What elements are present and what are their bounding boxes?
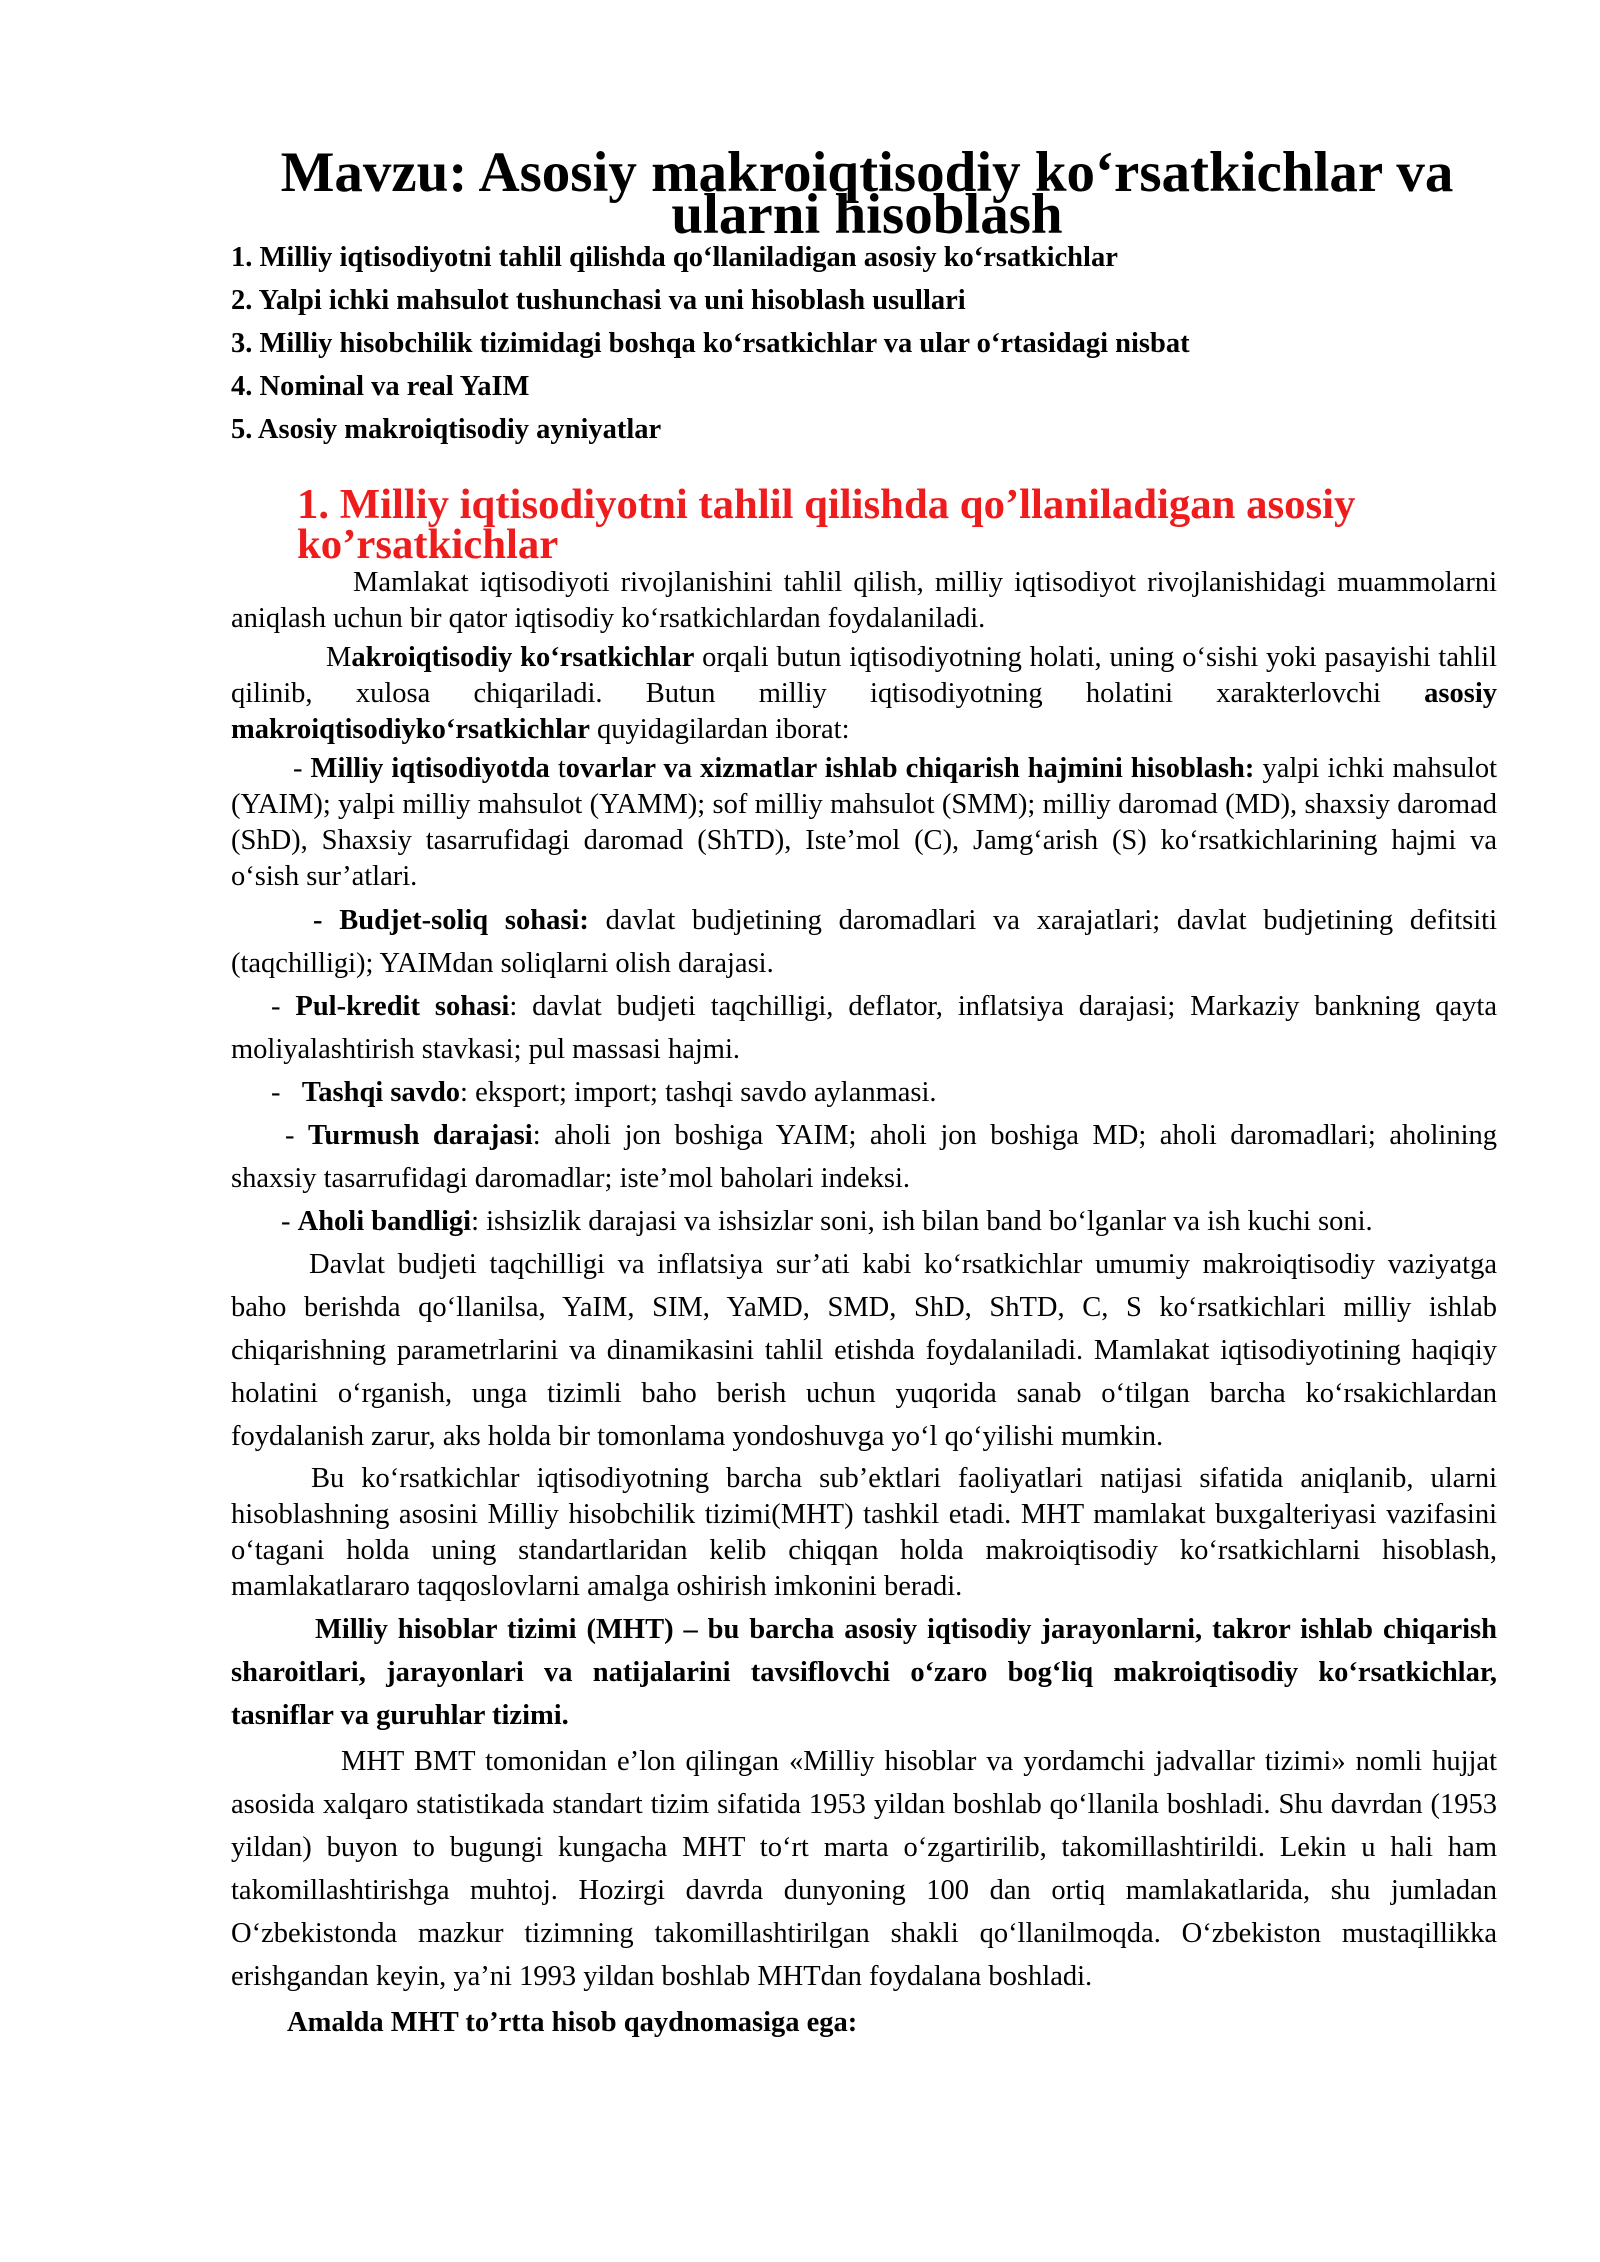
bold-term: Milliy iqtisodiyotda <box>310 753 550 784</box>
bold-term: Tashqi savdo <box>301 1077 461 1108</box>
bold-term: Turmush darajasi <box>308 1120 533 1151</box>
bold-term: ovarlar va xizmatlar ishlab chiqarish hajmini hisoblash: <box>565 753 1255 784</box>
text-run: orqali butun iqtisodiyotning holati, uning o‘sishi yoki pasayishi tahlil qilinib, xulosa chiqariladi. Butun milliy iqtisodiyotning holatini xarakterlovchi <box>231 642 1498 709</box>
outline-item: 4. Nominal va real YaIM <box>231 371 530 402</box>
paragraph-indicator-usage: Davlat budjeti taqchilligi va inflatsiya sur’ati kabi ko‘rsatkichlar umumiy makroiqtisodiy vaziyatga baho berishda qo‘llanilsa, YaIM, SIM, YaMD, SMD, ShD, ShTD, C, S ko‘rsatkichlari milliy ishlab chiqarishning parametrlarini va dinamikasini tahlil etishda foydalaniladi. Mamlakat iqtisodiyotining haqiqiy holatini o‘rganish, unga tizimli baho berish uchun yuqorida sanab o‘tilgan barcha ko‘rsakichlardan foydalanish zarur, aks holda bir tomonlama yondoshuvga yo‘l qo‘yilishi mumkin. <box>231 1249 1497 1452</box>
outline-item: 2. Yalpi ichki mahsulot tushunchasi va uni hisoblash usullari <box>231 285 966 316</box>
paragraph-mht-definition: Milliy hisoblar tizimi (MHT) – bu barcha asosiy iqtisodiy jarayonlarni, takror ishlab chiqarish sharoitlari, jarayonlari va natijalarini tavsiflovchi o‘zaro bog‘liq makroiqtisodiy ko‘rsatkichlar, tasniflar va guruhlar tizimi. <box>231 1614 1497 1731</box>
document-page <box>231 141 1498 2044</box>
paragraph-intro: Mamlakat iqtisodiyoti rivojlanishini tahlil qilish, milliy iqtisodiyot rivojlanishidagi muammolarni aniqlash uchun bir qator iqtisodiy ko‘rsatkichlardan foydalaniladi. <box>231 567 1497 634</box>
text-run: M <box>326 642 352 673</box>
text-run: : eksport; import; tashqi savdo aylanmasi. <box>460 1077 937 1108</box>
bullet-dash: - <box>281 1206 298 1237</box>
bold-term: Aholi bandligi <box>297 1206 472 1237</box>
bullet-dash: - <box>313 905 340 936</box>
bullet-dash: - <box>271 1077 302 1108</box>
bold-term: Budjet-soliq sohasi: <box>339 905 589 936</box>
bullet-dash: - <box>285 1120 308 1151</box>
outline-item: 3. Milliy hisobchilik tizimidagi boshqa ko‘rsatkichlar va ular o‘rtasidagi nisbat <box>231 328 1190 359</box>
paragraph-mht-history: MHT BMT tomonidan e’lon qilingan «Milliy hisoblar va yordamchi jadvallar tizimi» nomli hujjat asosida xalqaro statistikada standart tizim sifatida 1953 yildan boshlab qo‘llanila boshladi. Shu davrdan (1953 yildan) buyon to bugungi kungacha MHT to‘rt marta o‘zgartirilib, takomillashtirildi. Lekin u hali ham takomillashtirishga muhtoj. Hozirgi davrda dunyoning 100 dan ortiq mamlakatlarida, shu jumladan O‘zbekistonda mazkur tizimning takomillashtirilgan shakli qo‘llanilmoqda. O‘zbekiston mustaqillikka erishgandan keyin, ya’ni 1993 yildan boshlab MHTdan foydalana boshladi. <box>231 1746 1497 1992</box>
topic-outline <box>231 236 1497 451</box>
bullet-dash: - <box>271 991 296 1022</box>
bullet-dash: - <box>293 753 311 784</box>
outline-item: 5. Asosiy makroiqtisodiy ayniyatlar <box>231 414 662 445</box>
bold-term: asosiy makroiqtisodiyko‘rsatkichlar <box>231 678 1497 745</box>
bullet-living-standard <box>231 1114 1497 1200</box>
outline-item: 1. Milliy iqtisodiyotni tahlil qilishda qo‘llaniladigan asosiy ko‘rsatkichlar <box>231 242 1118 273</box>
paragraph-accounts-intro: Amalda MHT to’rtta hisob qaydnomasiga ega: <box>287 2007 858 2038</box>
paragraph-macro-indicators <box>231 640 1497 748</box>
text-run: : davlat budjeti taqchilligi, deflator, inflatsiya darajasi; Markaziy bankning qayta moliyalashtirish stavkasi; pul massasi hajmi. <box>231 991 1497 1065</box>
document-title: Mavzu: Asosiy makroiqtisodiy ko‘rsatkichlar va ularni hisoblash <box>280 141 1454 246</box>
bold-term: akroiqtisodiy ko‘rsatkichlar <box>351 642 695 673</box>
bullet-production <box>231 751 1497 895</box>
text-run: quyidagilardan iborat: <box>589 714 850 745</box>
bold-term: Pul-kredit sohasi <box>295 991 510 1022</box>
bullet-employment <box>231 1200 1497 1243</box>
paragraph-mht-basis: Bu ko‘rsatkichlar iqtisodiyotning barcha sub’ektlari faoliyatlari natijasi sifatida aniqlanib, ularni hisoblashning asosini Milliy hisobchilik tizimi(MHT) tashkil etadi. MHT mamlakat buxgalteriyasi vazifasini o‘tagani holda uning standartlaridan kelib chiqqan holda makroiqtisodiy ko‘rsatkichlarni hisoblash, mamlakatlararo taqqoslovlarni amalga oshirish imkonini beradi. <box>231 1463 1497 1602</box>
bullet-trade <box>231 1071 1497 1114</box>
bullet-monetary <box>231 985 1497 1071</box>
text-run: t <box>549 753 566 784</box>
section-heading: 1. Milliy iqtisodiyotni tahlil qilishda qo’llaniladigan asosiy ko’rsatkichlar <box>297 481 1356 568</box>
text-run: davlat budjetining daromadlari va xarajatlari; davlat budjetining defitsiti (taqchilligi); YAIMdan soliqlarni olish darajasi. <box>231 905 1497 979</box>
text-run: yalpi ichki mahsulot (YAIM); yalpi milliy mahsulot (YAMM); sof milliy mahsulot (SMM); milliy daromad (MD), shaxsiy daromad (ShD), Shaxsiy tasarrufidagi daromad (ShTD), Iste’mol (C), Jamg‘arish (S) ko‘rsatkichlarining hajmi va o‘sish sur’atlari. <box>231 753 1498 892</box>
bullet-budget <box>231 899 1497 985</box>
text-run: : aholi jon boshiga YAIM; aholi jon boshiga MD; aholi daromadlari; aholining shaxsiy tasarrufidagi daromadlar; iste’mol baholari indeksi. <box>231 1120 1498 1194</box>
text-run: : ishsizlik darajasi va ishsizlar soni, ish bilan band bo‘lganlar va ish kuchi soni. <box>471 1206 1373 1237</box>
